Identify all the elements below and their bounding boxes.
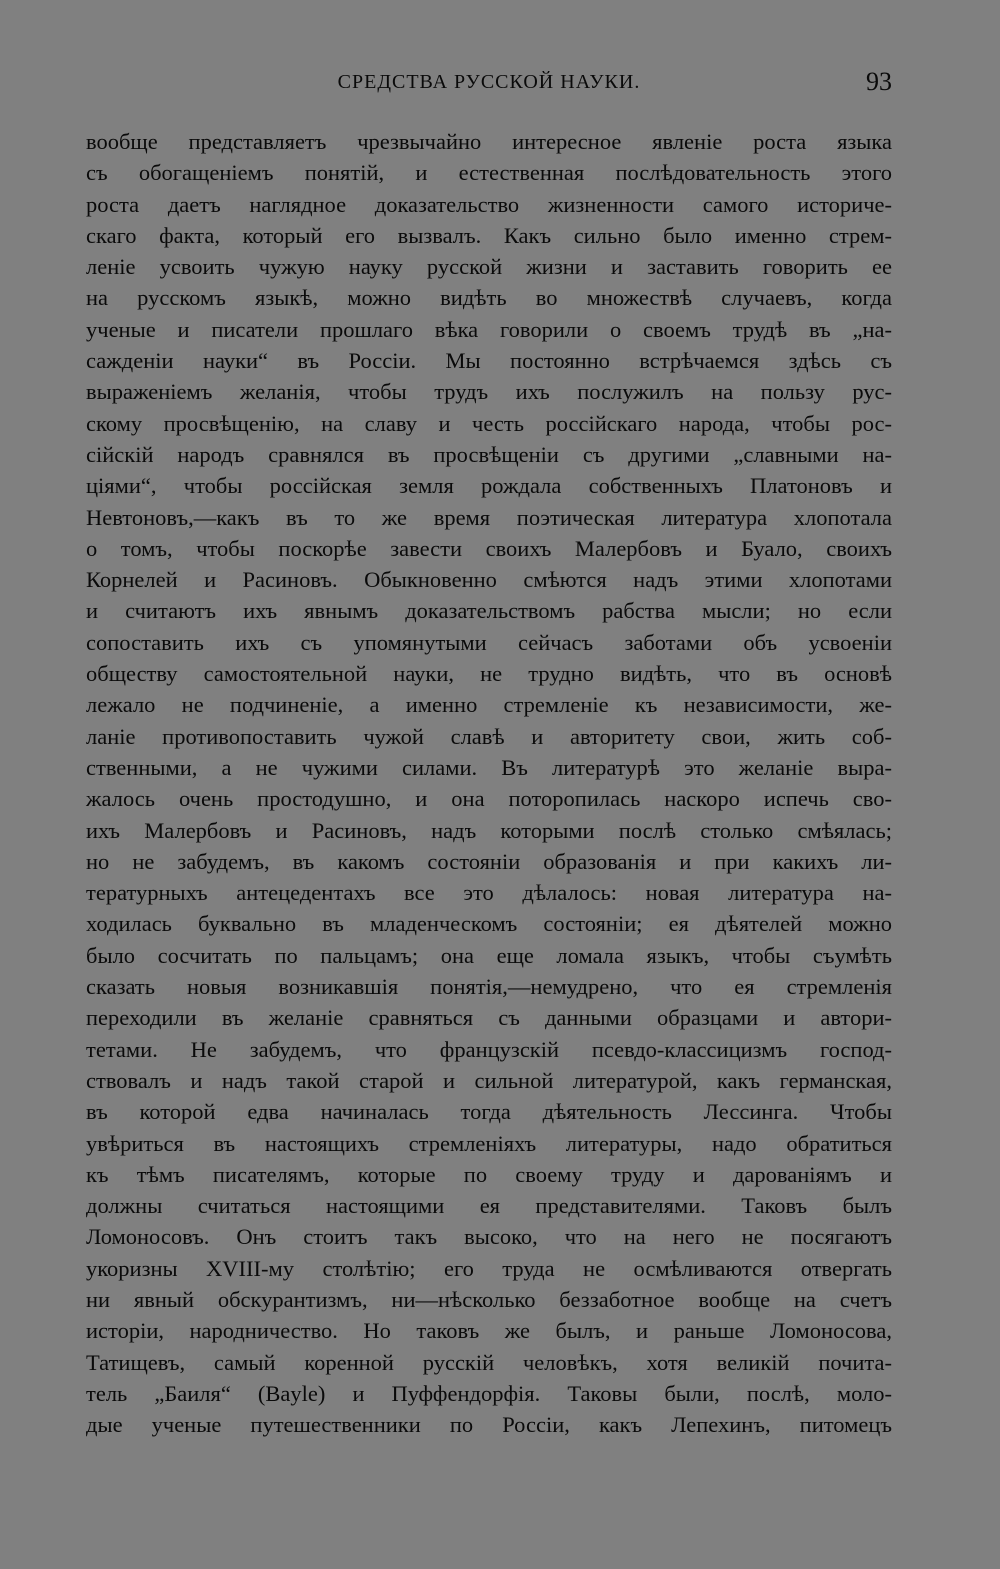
text-line: скому просвѣщенію, на славу и честь россійскаго народа, чтобы рос- [86, 410, 892, 436]
text-line: съ обогащеніемъ понятій, и естественная послѣдовательность этого [86, 160, 892, 186]
text-line: скаго факта, который его вызвалъ. Какъ сильно было именно стрем- [86, 222, 892, 248]
text-line: Невтоновъ,—какъ въ то же время поэтическая литература хлопотала [86, 504, 892, 530]
text-line: о томъ, чтобы поскорѣе завести своихъ Малербовъ и Буало, своихъ [86, 535, 892, 561]
text-line: тературныхъ антецедентахъ все это дѣлалось: новая литература на- [86, 880, 892, 906]
text-line: ходилась буквально въ младенческомъ состояніи; ея дѣятелей можно [86, 911, 892, 937]
text-line: ціями“, чтобы россійская земля рождала собственныхъ Платоновъ и [86, 473, 892, 499]
page-header [86, 66, 892, 98]
text-line: роста даетъ наглядное доказательство жизненности самого историче- [86, 191, 892, 217]
text-line: переходили въ желаніе сравняться съ данными образцами и автори- [86, 1005, 892, 1031]
text-line: но не забудемъ, въ какомъ состояніи образованія и при какихъ ли- [86, 848, 892, 874]
text-line: укоризны XVIII-му столѣтію; его труда не осмѣливаются отвергать [86, 1255, 892, 1281]
text-line: должны считаться настоящими ея представителями. Таковъ былъ [86, 1193, 892, 1219]
running-title: СРЕДСТВА РУССКОЙ НАУКИ. [337, 71, 641, 93]
text-line: выраженіемъ желанія, чтобы трудъ ихъ послужилъ на пользу рус- [86, 379, 892, 405]
text-line: и считаютъ ихъ явнымъ доказательствомъ рабства мысли; но если [86, 598, 892, 624]
text-line: Ломоносовъ. Онъ стоитъ такъ высоко, что на него не посягаютъ [86, 1224, 892, 1250]
text-line: вообще представляетъ чрезвычайно интересное явленіе роста языка [86, 129, 892, 154]
text-line: Татищевъ, самый коренной русскій человѣкъ, хотя великій почита- [86, 1349, 892, 1375]
text-line: дые ученые путешественники по Россіи, какъ Лепехинъ, питомецъ [86, 1412, 892, 1438]
text-line: ни явный обскурантизмъ, ни—нѣсколько беззаботное вообще на счетъ [86, 1286, 892, 1312]
text-line: жалось очень простодушно, и она поторопилась наскоро испечь сво- [86, 786, 892, 812]
text-line: исторіи, народничество. Но таковъ же былъ, и раньше Ломоносова, [86, 1318, 892, 1344]
text-line: сопоставить ихъ съ упомянутыми сейчасъ заботами объ усвоеніи [86, 629, 892, 655]
page-number: 93 [866, 67, 892, 96]
text-line: леніе усвоить чужую науку русской жизни и заставить говорить ее [86, 254, 892, 280]
text-line: сказать новыя возникавшія понятія,—немудрено, что ея стремленія [86, 974, 892, 1000]
text-line: на русскомъ языкѣ, можно видѣть во множествѣ случаевъ, когда [86, 285, 892, 311]
text-line: ученые и писатели прошлаго вѣка говорили о своемъ трудѣ въ „на- [86, 316, 892, 342]
text-line: тель „Баиля“ (Bayle) и Пуффендорфія. Таковы были, послѣ, моло- [86, 1380, 892, 1406]
text-line: увѣриться въ настоящихъ стремленіяхъ литературы, надо обратиться [86, 1130, 892, 1156]
text-line: сажденіи науки“ въ Россіи. Мы постоянно встрѣчаемся здѣсь съ [86, 348, 892, 374]
text-line: тетами. Не забудемъ, что французскій псевдо-классицизмъ господ- [86, 1036, 892, 1062]
text-line: ствовалъ и надъ такой старой и сильной литературой, какъ германская, [86, 1067, 892, 1093]
text-line: было сосчитать по пальцамъ; она еще ломала языкъ, чтобы съумѣть [86, 942, 892, 968]
text-line: сійскій народъ сравнялся въ просвѣщеніи съ другими „славными на- [86, 441, 892, 467]
text-line: къ тѣмъ писателямъ, которые по своему труду и дарованіямъ и [86, 1161, 892, 1187]
text-line: въ которой едва начиналась тогда дѣятельность Лессинга. Чтобы [86, 1099, 892, 1125]
text-line: обществу самостоятельной науки, не трудно видѣть, что въ основѣ [86, 661, 892, 687]
text-line: ственными, а не чужими силами. Въ литературѣ это желаніе выра- [86, 754, 892, 780]
text-line: ихъ Малербовъ и Расиновъ, надъ которыми послѣ столько смѣялась; [86, 817, 892, 843]
text-line: ланіе противопоставить чужой славѣ и авторитету свои, жить соб- [86, 723, 892, 749]
text-line: Корнелей и Расиновъ. Обыкновенно смѣются надъ этими хлопотами [86, 567, 892, 593]
body-text [86, 126, 892, 1440]
text-line: лежало не подчиненіе, а именно стремленіе къ независимости, же- [86, 692, 892, 718]
